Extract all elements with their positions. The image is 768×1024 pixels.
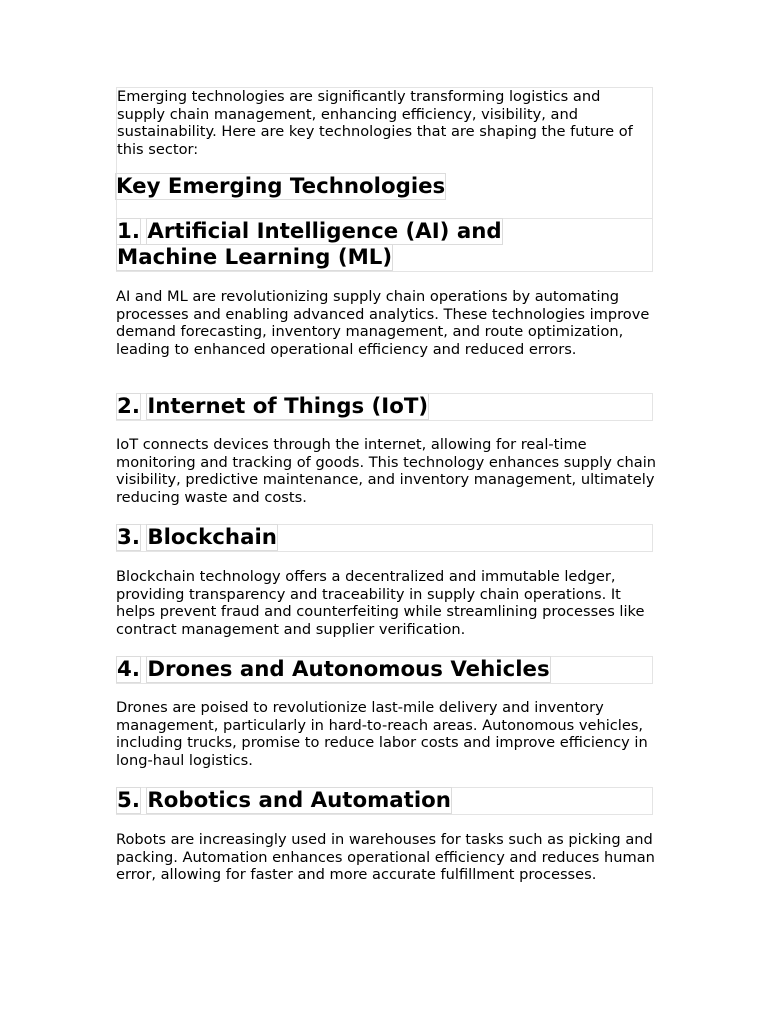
section-body-1: AI and ML are revolutionizing supply chain operations by automating processes and enabling advanced analytics. These technologies improve demand forecasting, inventory management, and route optimization, leading to enhanced operational efficiency and reduced errors. xyxy=(116,288,650,358)
section-title-4: Drones and Autonomous Vehicles xyxy=(147,657,550,682)
section-number-2: 2. xyxy=(117,394,140,419)
section-heading-1 xyxy=(116,218,653,272)
section-heading-2 xyxy=(116,393,653,421)
section-title-1-line2: Machine Learning (ML) xyxy=(117,245,393,270)
main-heading-text: Key Emerging Technologies xyxy=(116,174,446,199)
section-title-5: Robotics and Automation xyxy=(147,788,451,813)
section-heading-3 xyxy=(116,524,653,552)
main-heading xyxy=(116,174,445,200)
section-number-3: 3. xyxy=(117,525,140,550)
section-heading-5 xyxy=(116,787,653,815)
section-number-4: 4. xyxy=(117,657,140,682)
intro-paragraph: Emerging technologies are significantly transforming logistics and supply chain management, enhancing efficiency, visibility, and sustainability. Here are key technologies that are shaping the future of this sector: xyxy=(117,88,633,158)
section-number-1: 1. xyxy=(117,219,140,244)
section-body-3: Blockchain technology offers a decentralized and immutable ledger, providing transparency and traceability in supply chain operations. It helps prevent fraud and counterfeiting while streamlining processes like contract management and supplier verification. xyxy=(116,568,645,638)
section-body-2: IoT connects devices through the internet, allowing for real-time monitoring and tracking of goods. This technology enhances supply chain visibility, predictive maintenance, and inventory management, ultimately reducing waste and costs. xyxy=(116,436,656,506)
section-title-2: Internet of Things (IoT) xyxy=(147,394,429,419)
section-body-5: Robots are increasingly used in warehouses for tasks such as picking and packing. Automation enhances operational efficiency and reduces human error, allowing for faster and more accurate fulfillment processes. xyxy=(116,831,655,884)
section-number-5: 5. xyxy=(117,788,140,813)
section-body-4: Drones are poised to revolutionize last-mile delivery and inventory management, particularly in hard-to-reach areas. Autonomous vehicles, including trucks, promise to reduce labor costs and improve efficiency in long-haul logistics. xyxy=(116,699,648,769)
section-title-1-line1: Artificial Intelligence (AI) and xyxy=(147,219,502,244)
section-title-3: Blockchain xyxy=(147,525,277,550)
section-heading-4 xyxy=(116,656,653,684)
